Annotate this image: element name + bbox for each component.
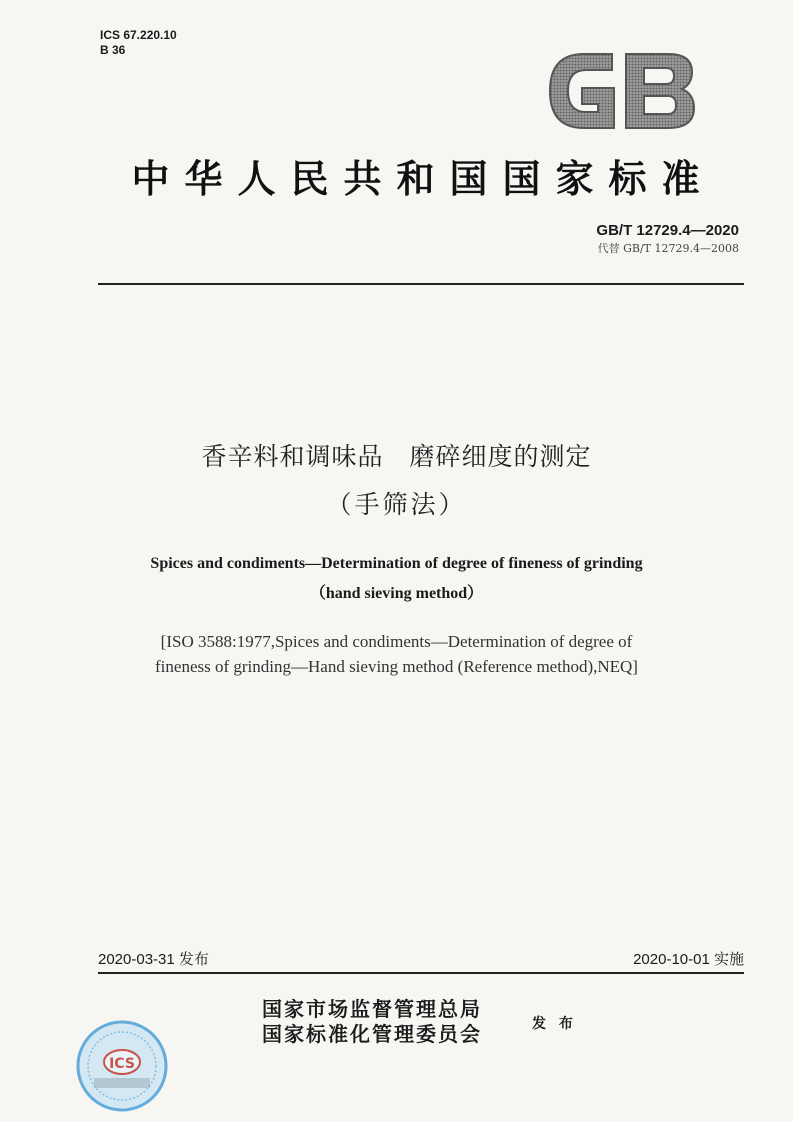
implementation-date: 2020-10-01 实施 (633, 951, 744, 968)
national-standard-title: 中华人民共和国国家标准 (131, 157, 715, 201)
issue-label: 发 布 (532, 1016, 577, 1032)
divider-top (98, 283, 744, 285)
standard-number: GB/T 12729.4—2020 (596, 222, 739, 239)
iso-reference-line1: [ISO 3588:1977,Spices and condiments—Determination of degree of (160, 632, 633, 651)
divider-bottom (98, 972, 744, 974)
replaces-note: 代替 GB/T 12729.4—2008 (597, 242, 739, 255)
issue-date: 2020-03-31 发布 (98, 951, 209, 968)
gb-logo (544, 48, 700, 134)
standard-number-block (596, 222, 739, 256)
title-chinese: 香辛料和调味品 磨碎细度的测定 (201, 442, 592, 471)
ics-code: ICS 67.220.10 (100, 28, 177, 42)
seal-logo-text: ICS (109, 1056, 135, 1072)
issuer-sac: 国家标准化管理委员会 (262, 1022, 482, 1046)
issuing-authorities (262, 997, 482, 1047)
title-english: Spices and condiments—Determination of degree of fineness of grinding (150, 555, 643, 572)
classification-codes (100, 28, 177, 58)
issuer-samr: 国家市场监督管理总局 (262, 997, 482, 1021)
iso-reference-line2: fineness of grinding—Hand sieving method (Reference method),NEQ] (155, 657, 638, 676)
ccs-code: B 36 (100, 43, 126, 57)
anti-counterfeit-seal (74, 1018, 170, 1114)
title-english-method: （hand sieving method） (309, 585, 484, 602)
title-chinese-method: （手筛法） (326, 490, 467, 519)
